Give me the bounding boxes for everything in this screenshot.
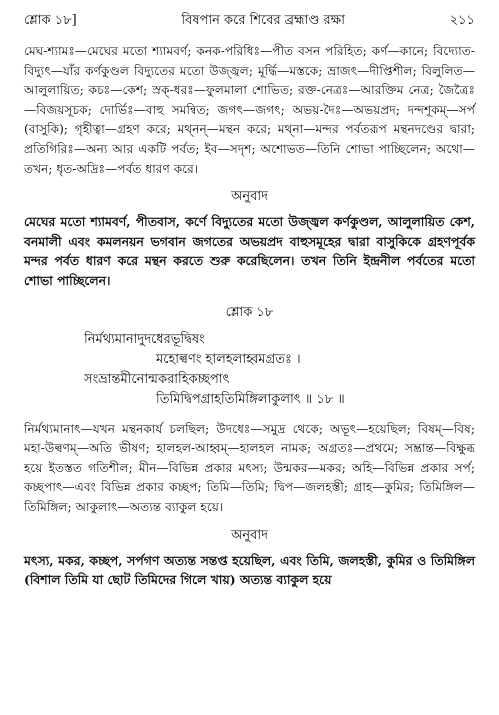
- word-meanings-2: নির্মথ্যমানাৎ—যখন মন্থনকার্য চলছিল; উদধেঃ—সমুদ্র থেকে; অভূৎ—হয়েছিল; বিষম্—বিষ; মহা-উল্বণম্—অতি ভীষণ; হালহল-আহ্বম্—হালহল নামক; অগ্রতঃ—প্রথমে; সম্ভ্রান্ত—বিক্ষুব্ধ হয়ে ইতস্তত গতিশীল; মীন—বিভিন্ন প্রকার মৎস্য; উন্মকর—মকর; অহি—বিভিন্ন প্রকার সর্প; কচ্ছপাৎ—এবং বিভিন্ন প্রকার কচ্ছপ; তিমি—তিমি; দ্বিপ—জলহস্তী; গ্রাহ—কুমির; তিমিঙ্গিল—তিমিঙ্গিল; আকুলাৎ—অত্যন্ত ব্যাকুল হয়ে।: [24, 421, 475, 514]
- verse-reference: শ্লোক ১৮]: [24, 12, 77, 28]
- verse-line: তিমিদ্বিপগ্রাহতিমিঙ্গিলাকুলাৎ ॥ ১৮ ॥: [156, 391, 345, 407]
- word-meanings-1: মেঘ-শ্যামঃ—মেঘের মতো শ্যামবর্ণ; কনক-পরিধিঃ—পীত বসন পরিহিত; কর্ণ—কানে; বিদ্যোত-বিদ্যুৎ—যাঁর কর্ণকুণ্ডল বিদ্যুতের মতো উজ্জ্বল; মূর্দ্ধি—মস্তকে; ভ্রাজৎ—দীপ্তিশীল; বিলুলিত—আলুলায়িত; কচঃ—কেশ; স্রক্‌-ধরঃ—ফুলমালা শোভিত; রক্ত-নেত্রঃ—আরক্তিম নেত্র; জৈত্রৈঃ—বিজয়সূচক; দোর্ভিঃ—বাহু সমন্বিত; জগৎ—জগৎ; অভয়-দৈঃ—অভয়প্রদ; দন্দশূকম্—সর্প (বাসুকি); গৃহীত্বা—গ্রহণ করে; মথ্নন্—মন্থন করে; মথ্না—মন্দর পর্বতরূপ মন্থনদণ্ডের দ্বারা; প্রতিগিরিঃ—অন্য আর একটি পর্বত; ইব—সদৃশ; অশোভত—তিনি শোভা পাচ্ছিলেন; অথো—তখন; ধৃত-অদ্রিঃ—পর্বত ধারণ করে।: [24, 44, 475, 176]
- translation-heading-1: অনুবাদ: [231, 189, 268, 205]
- verse-number: শ্লোক ১৮: [225, 304, 274, 320]
- page-header: [24, 10, 475, 32]
- verse-line: মহোল্বণং হালহলাহ্বমগ্রতঃ ।: [156, 351, 301, 367]
- translation-1: মেঘের মতো শ্যামবর্ণ, পীতবাস, কর্ণে বিদ্যুতের মতো উজ্জ্বল কর্ণকুণ্ডল, আলুলায়িত কেশ, বনমালী এবং কমলনয়ন ভগবান জগতের অভয়প্রদ বাহুসমূহের দ্বারা বাসুকিকে গ্রহণপূর্বক মন্দর পর্বত ধারণ করে মন্থন করতে শুরু করেছিলেন। তখন তিনি ইন্দ্রনীল পর্বতের মতো শোভা পাচ্ছিলেন।: [24, 214, 475, 288]
- translation-2: মৎস্য, মকর, কচ্ছপ, সর্পগণ অত্যন্ত সন্তপ্ত হয়েছিল, এবং তিমি, জলহস্তী, কুমির ও তিমিঙ্গিল (বিশাল তিমি যা ছোট তিমিদের গিলে খায়) অত্যন্ত ব্যাকুল হয়ে: [24, 552, 475, 588]
- page-number: ২১১: [449, 12, 475, 28]
- translation-heading-2: অনুবাদ: [231, 527, 268, 543]
- sanskrit-verse: [24, 330, 475, 410]
- verse-line: নির্মথ্যমানাদুদধেরভূদ্বিষং: [84, 331, 205, 347]
- chapter-title: বিষপান করে শিবের ব্রহ্মাণ্ড রক্ষা: [181, 12, 345, 28]
- verse-line: সংভ্রান্তমীনোন্মকরাহিকচ্ছপাৎ: [84, 371, 230, 387]
